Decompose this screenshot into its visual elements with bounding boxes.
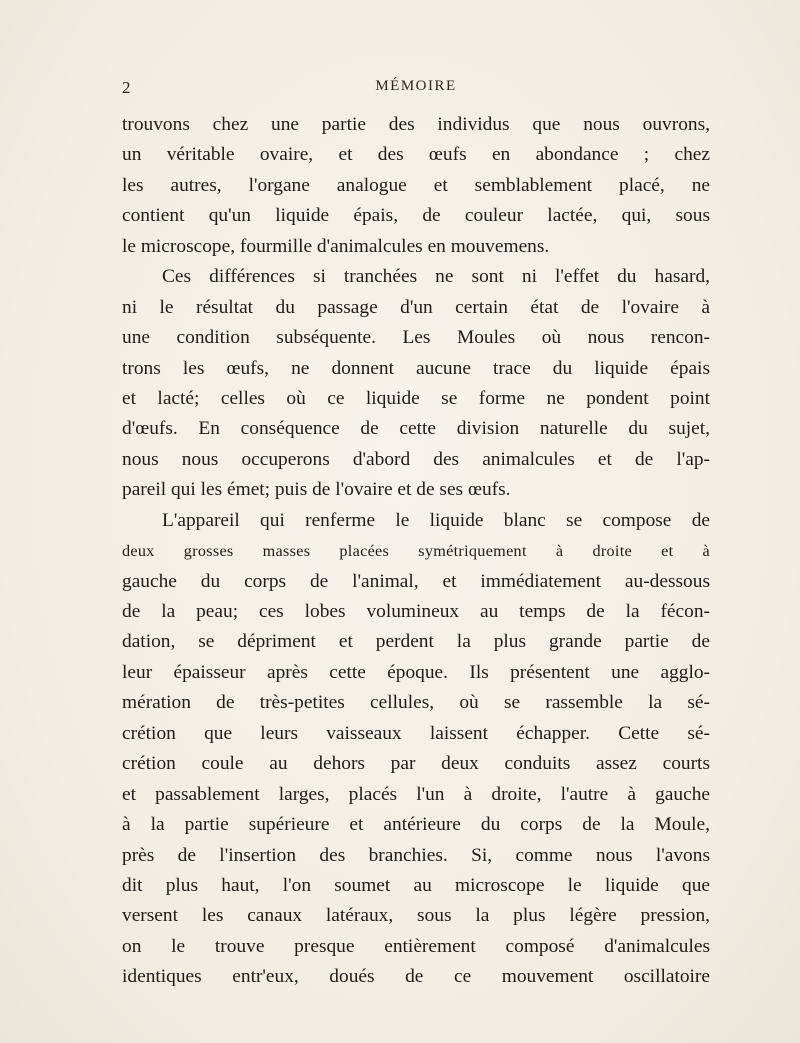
page-number: 2 bbox=[122, 78, 131, 97]
text-line: de la peau; ces lobes volumineux au temps de la fécon- bbox=[122, 601, 710, 622]
body-text bbox=[122, 110, 710, 993]
text-line: Ces différences si tranchées ne sont ni l'effet du hasard, bbox=[162, 266, 710, 288]
page-header bbox=[122, 78, 710, 100]
text-line: à la partie supérieure et antérieure du corps de la Moule, bbox=[122, 814, 710, 836]
text-line: un véritable ovaire, et des œufs en abondance ; chez bbox=[122, 144, 710, 166]
text-line: trons les œufs, ne donnent aucune trace du liquide épais bbox=[122, 357, 710, 379]
text-line: gauche du corps de l'animal, et immédiatement au-dessous bbox=[122, 570, 710, 592]
text-line: le microscope, fourmille d'animalcules en mouvemens. bbox=[122, 235, 550, 257]
text-line: leur épaisseur après cette époque. Ils présentent une agglo- bbox=[122, 661, 710, 683]
text-line: près de l'insertion des branchies. Si, comme nous l'avons bbox=[122, 844, 710, 866]
text-line: on le trouve presque entièrement composé d'animalcules bbox=[122, 935, 710, 957]
text-line: pareil qui les émet; puis de l'ovaire et de ses œufs. bbox=[122, 479, 511, 501]
text-line: nous nous occuperons d'abord des animalcules et de l'ap- bbox=[122, 448, 710, 470]
text-line: d'œufs. En conséquence de cette division naturelle du sujet, bbox=[122, 418, 710, 440]
text-line: dit plus haut, l'on soumet au microscope le liquide que bbox=[122, 874, 710, 896]
text-line: mération de très-petites cellules, où se rassemble la sé- bbox=[122, 692, 710, 714]
text-line: crétion coule au dehors par deux conduits assez courts bbox=[122, 753, 710, 775]
text-line: les autres, l'organe analogue et semblablement placé, ne bbox=[122, 174, 710, 196]
text-line: versent les canaux latéraux, sous la plus légère pression, bbox=[122, 905, 710, 927]
text-line: deux grosses masses placées symétriquement à droite et à bbox=[122, 542, 710, 561]
text-line: ni le résultat du passage d'un certain état de l'ovaire à bbox=[122, 296, 710, 318]
text-line: crétion que leurs vaisseaux laissent échapper. Cette sé- bbox=[122, 722, 710, 744]
text-line: identiques entr'eux, doués de ce mouvement oscillatoire bbox=[122, 966, 710, 988]
text-line: et passablement larges, placés l'un à droite, l'autre à gauche bbox=[122, 783, 710, 805]
running-title: MÉMOIRE bbox=[375, 78, 457, 94]
text-line: L'appareil qui renferme le liquide blanc se compose de bbox=[162, 509, 710, 531]
text-line: et lacté; celles où ce liquide se forme ne pondent point bbox=[122, 387, 710, 409]
text-line: trouvons chez une partie des individus que nous ouvrons, bbox=[122, 114, 710, 135]
text-line: contient qu'un liquide épais, de couleur lactée, qui, sous bbox=[122, 205, 710, 227]
text-line: une condition subséquente. Les Moules où nous rencon- bbox=[122, 327, 710, 349]
text-line: dation, se dépriment et perdent la plus grande partie de bbox=[122, 631, 710, 653]
